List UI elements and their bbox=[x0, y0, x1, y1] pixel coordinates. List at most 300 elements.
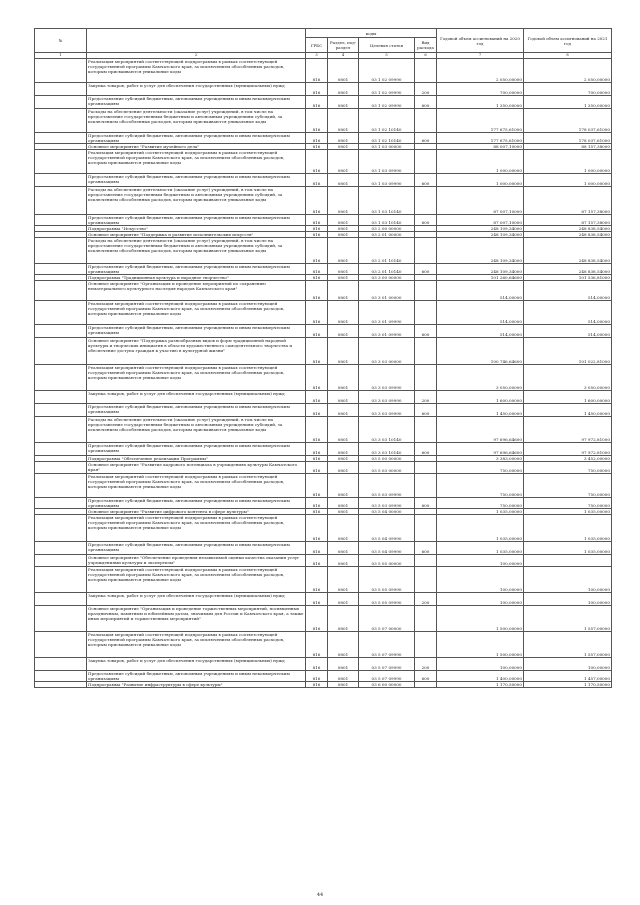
cell-num bbox=[35, 59, 87, 83]
cell-csr: 03 3 01 00000 bbox=[359, 281, 415, 301]
table-row bbox=[35, 682, 612, 688]
cell-razdel: 0801 bbox=[328, 109, 359, 133]
cell-grbs: 816 bbox=[306, 238, 328, 264]
cell-grbs: 816 bbox=[306, 404, 328, 417]
cell-sum-2021: 87 157,38000 bbox=[524, 187, 612, 215]
cell-csr: 03 5 07 09990 bbox=[359, 671, 415, 682]
cell-sum-2021: 514,00000 bbox=[524, 281, 612, 301]
cell-csr: 03 1 03 09990 bbox=[359, 150, 415, 174]
cell-vr bbox=[415, 150, 437, 174]
cell-sum-2020: 248 109,34000 bbox=[437, 232, 524, 238]
cell-csr: 03 1 02 09990 bbox=[359, 83, 415, 96]
cell-vr bbox=[415, 281, 437, 301]
table-row bbox=[35, 417, 612, 443]
cell-sum-2020: 1 500,00000 bbox=[437, 606, 524, 632]
cell-grbs: 816 bbox=[306, 462, 328, 474]
cell-name: Реализация мероприятий соответствующей подпрограммы в рамках соответствующей государственной программы Камчатского края, за исключением обособленных расходов, которым присваиваются уникальные коды bbox=[87, 474, 306, 498]
cell-razdel: 0801 bbox=[328, 404, 359, 417]
cell-num bbox=[35, 133, 87, 144]
cell-vr bbox=[415, 365, 437, 391]
cell-sum-2020: 1 450,00000 bbox=[437, 404, 524, 417]
table-row bbox=[35, 632, 612, 658]
header-csr: Целевая статья bbox=[359, 38, 415, 53]
cell-razdel: 0801 bbox=[328, 671, 359, 682]
cell-sum-2021: 1 350,00000 bbox=[524, 96, 612, 109]
cell-sum-2020: 87 007,10000 bbox=[437, 187, 524, 215]
cell-sum-2021: 2 050,00000 bbox=[524, 59, 612, 83]
cell-num bbox=[35, 515, 87, 542]
cell-csr: 03 5 07 09990 bbox=[359, 658, 415, 671]
table-row bbox=[35, 391, 612, 404]
cell-vr bbox=[415, 417, 437, 443]
cell-razdel: 0801 bbox=[328, 542, 359, 555]
cell-name: Расходы на обеспечение деятельности (оказание услуг) учреждений, в том числе на предоставление государственным бюджетным и автономным учреждениям субсидий, за исключением обособленных расходов, которым присваиваются уникальные коды bbox=[87, 187, 306, 215]
cell-razdel: 0801 bbox=[328, 555, 359, 567]
cell-name: Реализация мероприятий соответствующей подпрограммы в рамках соответствующей государственной программы Камчатского края, за исключением обособленных расходов, которым присваиваются уникальные коды bbox=[87, 515, 306, 542]
cell-sum-2021: 514,00000 bbox=[524, 325, 612, 338]
cell-grbs: 816 bbox=[306, 606, 328, 632]
cell-csr: 03 3 03 09990 bbox=[359, 365, 415, 391]
cell-sum-2021: 178 037,61000 bbox=[524, 133, 612, 144]
cell-csr: 03 2 01 10140 bbox=[359, 238, 415, 264]
table-body bbox=[35, 59, 612, 688]
cell-csr: 03 3 03 09990 bbox=[359, 404, 415, 417]
column-index: 7 bbox=[437, 53, 524, 59]
cell-name: Предоставление субсидий бюджетным, автономным учреждениям и иным некоммерческим организациям bbox=[87, 443, 306, 456]
cell-razdel: 0801 bbox=[328, 443, 359, 456]
cell-grbs: 816 bbox=[306, 682, 328, 688]
cell-grbs: 816 bbox=[306, 474, 328, 498]
cell-name: Предоставление субсидий бюджетным, автономным учреждениям и иным некоммерческим организациям bbox=[87, 264, 306, 275]
cell-grbs: 816 bbox=[306, 555, 328, 567]
cell-grbs: 816 bbox=[306, 567, 328, 593]
cell-csr: 03 1 02 09990 bbox=[359, 96, 415, 109]
cell-num bbox=[35, 264, 87, 275]
cell-name: Закупка товаров, работ и услуг для обеспечения государственных (муниципальных) нужд bbox=[87, 593, 306, 606]
cell-sum-2021: 178 037,61000 bbox=[524, 109, 612, 133]
cell-sum-2020: 750,00000 bbox=[437, 462, 524, 474]
cell-name: Подпрограмма "Развитие инфраструктуры в сфере культуры" bbox=[87, 682, 306, 688]
table-row bbox=[35, 443, 612, 456]
table-row bbox=[35, 404, 612, 417]
cell-sum-2020: 514,00000 bbox=[437, 281, 524, 301]
column-index: 3 bbox=[306, 53, 328, 59]
cell-vr bbox=[415, 682, 437, 688]
cell-sum-2020: 100,00000 bbox=[437, 658, 524, 671]
cell-sum-2020: 1 035,00000 bbox=[437, 515, 524, 542]
cell-name: Реализация мероприятий соответствующей подпрограммы в рамках соответствующей государственной программы Камчатского края, за исключением обособленных расходов, которым присваиваются уникальные коды bbox=[87, 365, 306, 391]
cell-razdel: 0801 bbox=[328, 133, 359, 144]
header-num: № bbox=[35, 29, 87, 53]
cell-sum-2020: 514,00000 bbox=[437, 301, 524, 325]
cell-razdel: 0801 bbox=[328, 456, 359, 462]
cell-name: Подпрограмма "Искусство" bbox=[87, 226, 306, 232]
cell-sum-2021: 101 022,81000 bbox=[524, 338, 612, 365]
cell-razdel: 0801 bbox=[328, 515, 359, 542]
cell-vr bbox=[415, 187, 437, 215]
cell-grbs: 816 bbox=[306, 325, 328, 338]
cell-grbs: 816 bbox=[306, 187, 328, 215]
cell-vr: 600 bbox=[415, 174, 437, 187]
cell-sum-2020: 100,00000 bbox=[437, 555, 524, 567]
cell-sum-2021: 1 000,00000 bbox=[524, 150, 612, 174]
table-row bbox=[35, 281, 612, 301]
cell-name: Основное мероприятие "Развитие кадрового потенциала в учреждениях культуры Камчатского края" bbox=[87, 462, 306, 474]
cell-name: Предоставление субсидий бюджетным, автономным учреждениям и иным некоммерческим организациям bbox=[87, 671, 306, 682]
cell-grbs: 816 bbox=[306, 365, 328, 391]
cell-num bbox=[35, 83, 87, 96]
cell-grbs: 816 bbox=[306, 150, 328, 174]
cell-sum-2021: 700,00000 bbox=[524, 83, 612, 96]
cell-csr: 03 1 02 10140 bbox=[359, 109, 415, 133]
cell-vr: 200 bbox=[415, 593, 437, 606]
cell-grbs: 816 bbox=[306, 174, 328, 187]
cell-grbs: 816 bbox=[306, 658, 328, 671]
cell-sum-2020: 1 600,00000 bbox=[437, 391, 524, 404]
cell-grbs: 816 bbox=[306, 59, 328, 83]
cell-csr: 03 1 03 00000 bbox=[359, 144, 415, 150]
cell-grbs: 816 bbox=[306, 593, 328, 606]
table-row bbox=[35, 365, 612, 391]
cell-sum-2020: 700,00000 bbox=[437, 83, 524, 96]
cell-num bbox=[35, 325, 87, 338]
cell-grbs: 816 bbox=[306, 215, 328, 226]
cell-name: Предоставление субсидий бюджетным, автономным учреждениям и иным некоммерческим организациям bbox=[87, 404, 306, 417]
cell-vr: 600 bbox=[415, 325, 437, 338]
cell-sum-2020: 3 383,00000 bbox=[437, 456, 524, 462]
cell-sum-2021: 101 536,81000 bbox=[524, 275, 612, 281]
cell-csr: 03 5 03 09990 bbox=[359, 474, 415, 498]
cell-razdel: 0801 bbox=[328, 215, 359, 226]
cell-sum-2021: 100,00000 bbox=[524, 658, 612, 671]
cell-vr: 200 bbox=[415, 391, 437, 404]
cell-razdel: 0801 bbox=[328, 301, 359, 325]
cell-sum-2020: 3 050,00000 bbox=[437, 365, 524, 391]
header-sum-2021: Годовой объем ассигнований на 2021 год bbox=[524, 29, 612, 53]
cell-sum-2021: 248 838,54000 bbox=[524, 226, 612, 232]
cell-num bbox=[35, 682, 87, 688]
cell-sum-2020: 2 050,00000 bbox=[437, 59, 524, 83]
cell-sum-2021: 3 452,00000 bbox=[524, 456, 612, 462]
cell-razdel: 0801 bbox=[328, 658, 359, 671]
cell-sum-2020: 97 696,64600 bbox=[437, 443, 524, 456]
table-row bbox=[35, 567, 612, 593]
cell-sum-2020: 100,00000 bbox=[437, 567, 524, 593]
cell-sum-2021: 1 000,00000 bbox=[524, 174, 612, 187]
cell-grbs: 816 bbox=[306, 338, 328, 365]
table-row bbox=[35, 462, 612, 474]
table-row bbox=[35, 515, 612, 542]
cell-razdel: 0801 bbox=[328, 275, 359, 281]
table-row bbox=[35, 658, 612, 671]
cell-vr: 200 bbox=[415, 658, 437, 671]
cell-name: Реализация мероприятий соответствующей подпрограммы в рамках соответствующей государственной программы Камчатского края, за исключением обособленных расходов, которым присваиваются уникальные коды bbox=[87, 632, 306, 658]
cell-num bbox=[35, 187, 87, 215]
table-row bbox=[35, 542, 612, 555]
cell-grbs: 816 bbox=[306, 443, 328, 456]
cell-csr: 03 3 03 00000 bbox=[359, 338, 415, 365]
cell-csr: 03 3 01 09990 bbox=[359, 325, 415, 338]
header-vr: Вид расхода bbox=[415, 38, 437, 53]
header-grbs: ГРБС bbox=[306, 38, 328, 53]
cell-csr: 03 5 05 00000 bbox=[359, 555, 415, 567]
cell-csr: 03 1 02 09990 bbox=[359, 59, 415, 83]
cell-sum-2020: 101 260,64600 bbox=[437, 275, 524, 281]
cell-name: Основное мероприятие "Поддержка и развитие исполнительских искусств" bbox=[87, 232, 306, 238]
cell-vr bbox=[415, 59, 437, 83]
cell-vr bbox=[415, 109, 437, 133]
cell-grbs: 816 bbox=[306, 498, 328, 509]
cell-num bbox=[35, 96, 87, 109]
column-index: 8 bbox=[524, 53, 612, 59]
table-row bbox=[35, 301, 612, 325]
cell-csr: 03 3 03 10140 bbox=[359, 417, 415, 443]
cell-csr: 03 3 00 00000 bbox=[359, 275, 415, 281]
table-row bbox=[35, 555, 612, 567]
cell-name: Основное мероприятие "Развитие цифрового контента в сфере культуры" bbox=[87, 509, 306, 515]
cell-name: Основное мероприятие "Организация и проведение торжественных мероприятий, посвященных праздничным, памятным и юбилейным датам, значимым для России и Камчатского края, а также иных мероприятий и торжественных мероприятий" bbox=[87, 606, 306, 632]
cell-grbs: 816 bbox=[306, 417, 328, 443]
cell-vr bbox=[415, 338, 437, 365]
cell-num bbox=[35, 365, 87, 391]
cell-csr: 03 5 00 00000 bbox=[359, 456, 415, 462]
cell-name: Расходы на обеспечение деятельности (оказание услуг) учреждений, в том числе на предоставление государственным бюджетным и автономным учреждениям субсидий, за исключением обособленных расходов, которым присваиваются уникальные коды bbox=[87, 238, 306, 264]
cell-sum-2020: 248 109,34000 bbox=[437, 264, 524, 275]
cell-num bbox=[35, 281, 87, 301]
cell-csr: 03 5 05 09990 bbox=[359, 567, 415, 593]
cell-vr bbox=[415, 238, 437, 264]
cell-csr: 03 3 03 10140 bbox=[359, 443, 415, 456]
cell-vr: 600 bbox=[415, 404, 437, 417]
cell-csr: 03 1 03 10140 bbox=[359, 215, 415, 226]
cell-name: Основное мероприятие "Развитие музейного дела" bbox=[87, 144, 306, 150]
cell-razdel: 0801 bbox=[328, 462, 359, 474]
cell-sum-2020: 1 170,50000 bbox=[437, 682, 524, 688]
cell-vr: 600 bbox=[415, 671, 437, 682]
header-razdel: Раздел, под-раздел bbox=[328, 38, 359, 53]
cell-sum-2021: 100,00000 bbox=[524, 593, 612, 606]
cell-vr bbox=[415, 632, 437, 658]
table-row bbox=[35, 338, 612, 365]
cell-razdel: 0801 bbox=[328, 232, 359, 238]
cell-grbs: 816 bbox=[306, 232, 328, 238]
column-index: 1 bbox=[35, 53, 87, 59]
cell-razdel: 0801 bbox=[328, 632, 359, 658]
cell-razdel: 0801 bbox=[328, 474, 359, 498]
cell-sum-2021: 750,00000 bbox=[524, 462, 612, 474]
cell-vr: 600 bbox=[415, 542, 437, 555]
cell-grbs: 816 bbox=[306, 96, 328, 109]
cell-name: Реализация мероприятий соответствующей подпрограммы в рамках соответствующей государственной программы Камчатского края, за исключением обособленных расходов, которым присваиваются уникальные коды bbox=[87, 150, 306, 174]
cell-razdel: 0801 bbox=[328, 606, 359, 632]
cell-name: Реализация мероприятий соответствующей подпрограммы в рамках соответствующей государственной программы Камчатского края, за исключением обособленных расходов, которым присваиваются уникальные коды bbox=[87, 567, 306, 593]
cell-csr: 03 2 01 10140 bbox=[359, 264, 415, 275]
cell-vr: 600 bbox=[415, 264, 437, 275]
cell-num bbox=[35, 443, 87, 456]
cell-name: Расходы на обеспечение деятельности (оказание услуг) учреждений, в том числе на предоставление государственным бюджетным и автономным учреждениям субсидий, за исключением обособленных расходов, которым присваиваются уникальные коды bbox=[87, 417, 306, 443]
cell-grbs: 816 bbox=[306, 301, 328, 325]
table-row bbox=[35, 498, 612, 509]
cell-razdel: 0801 bbox=[328, 59, 359, 83]
cell-num bbox=[35, 174, 87, 187]
cell-sum-2021: 1 035,00000 bbox=[524, 509, 612, 515]
cell-grbs: 816 bbox=[306, 391, 328, 404]
table-row bbox=[35, 83, 612, 96]
cell-razdel: 0801 bbox=[328, 509, 359, 515]
cell-name: Предоставление субсидий бюджетным, автономным учреждениям и иным некоммерческим организациям bbox=[87, 215, 306, 226]
cell-razdel: 0801 bbox=[328, 144, 359, 150]
cell-csr: 03 5 04 09990 bbox=[359, 515, 415, 542]
cell-num bbox=[35, 404, 87, 417]
cell-vr bbox=[415, 606, 437, 632]
column-index: 5 bbox=[359, 53, 415, 59]
cell-csr: 03 5 04 00000 bbox=[359, 509, 415, 515]
cell-grbs: 816 bbox=[306, 275, 328, 281]
cell-razdel: 0801 bbox=[328, 150, 359, 174]
header-name bbox=[87, 29, 306, 53]
cell-name: Расходы на обеспечение деятельности (оказание услуг) учреждений, в том числе на предоставление государственным бюджетным и автономным учреждениям субсидий, за исключением обособленных расходов, которым присваиваются уникальные коды bbox=[87, 109, 306, 133]
cell-sum-2020: 1 400,00000 bbox=[437, 671, 524, 682]
cell-sum-2021: 1 450,00000 bbox=[524, 404, 612, 417]
cell-sum-2021: 514,00000 bbox=[524, 301, 612, 325]
cell-num bbox=[35, 109, 87, 133]
cell-name: Основное мероприятие "Поддержка разнообразных видов и форм традиционной народной культуры и творческих инициатив в области художественного самодеятельного творчества и обеспечение доступа граждан к участию в культурной жизни" bbox=[87, 338, 306, 365]
cell-name: Закупка товаров, работ и услуг для обеспечения государственных (муниципальных) нужд bbox=[87, 391, 306, 404]
cell-num bbox=[35, 671, 87, 682]
cell-csr: 03 6 00 00000 bbox=[359, 682, 415, 688]
table-row bbox=[35, 474, 612, 498]
cell-razdel: 0801 bbox=[328, 264, 359, 275]
cell-name: Реализация мероприятий соответствующей подпрограммы в рамках соответствующей государственной программы Камчатского края, за исключением обособленных расходов, которым присваиваются уникальные коды bbox=[87, 59, 306, 83]
cell-sum-2020: 750,00000 bbox=[437, 498, 524, 509]
cell-sum-2020: 1 000,00000 bbox=[437, 174, 524, 187]
cell-num bbox=[35, 417, 87, 443]
cell-grbs: 816 bbox=[306, 632, 328, 658]
cell-vr bbox=[415, 301, 437, 325]
table-row bbox=[35, 264, 612, 275]
cell-name: Предоставление субсидий бюджетным, автономным учреждениям и иным некоммерческим организациям bbox=[87, 96, 306, 109]
table-row bbox=[35, 671, 612, 682]
cell-grbs: 816 bbox=[306, 671, 328, 682]
cell-num bbox=[35, 391, 87, 404]
cell-num bbox=[35, 498, 87, 509]
cell-csr: 03 3 03 09990 bbox=[359, 391, 415, 404]
cell-sum-2021: 750,00000 bbox=[524, 474, 612, 498]
cell-name: Основное мероприятие "Организация и проведение мероприятий по сохранению нематериального культурного наследия народов Камчатского края" bbox=[87, 281, 306, 301]
cell-grbs: 816 bbox=[306, 542, 328, 555]
cell-sum-2021: 248 838,54000 bbox=[524, 238, 612, 264]
cell-name: Предоставление субсидий бюджетным, автономным учреждениям и иным некоммерческим организациям bbox=[87, 325, 306, 338]
cell-sum-2020: 87 007,10000 bbox=[437, 215, 524, 226]
cell-sum-2020: 1 035,00000 bbox=[437, 542, 524, 555]
cell-sum-2020: 1 000,00000 bbox=[437, 150, 524, 174]
table-row bbox=[35, 109, 612, 133]
cell-csr: 03 5 07 09990 bbox=[359, 632, 415, 658]
cell-sum-2021: 88 157,38000 bbox=[524, 144, 612, 150]
cell-name: Подпрограмма "Обеспечение реализации Программы" bbox=[87, 456, 306, 462]
cell-sum-2020: 248 109,34000 bbox=[437, 226, 524, 232]
cell-sum-2021: 100,00000 bbox=[524, 567, 612, 593]
cell-vr bbox=[415, 474, 437, 498]
cell-razdel: 0801 bbox=[328, 226, 359, 232]
cell-num bbox=[35, 567, 87, 593]
cell-sum-2021: 1 557,00000 bbox=[524, 606, 612, 632]
table-row bbox=[35, 96, 612, 109]
cell-sum-2021: 248 838,54000 bbox=[524, 232, 612, 238]
cell-num bbox=[35, 542, 87, 555]
cell-razdel: 0801 bbox=[328, 365, 359, 391]
table-row bbox=[35, 150, 612, 174]
cell-vr bbox=[415, 462, 437, 474]
table-row bbox=[35, 215, 612, 226]
cell-razdel: 0801 bbox=[328, 593, 359, 606]
cell-csr: 03 5 03 09990 bbox=[359, 498, 415, 509]
cell-num bbox=[35, 632, 87, 658]
cell-razdel: 0801 bbox=[328, 498, 359, 509]
cell-sum-2020: 1 500,00000 bbox=[437, 632, 524, 658]
column-index: 2 bbox=[87, 53, 306, 59]
cell-num bbox=[35, 658, 87, 671]
cell-vr: 200 bbox=[415, 83, 437, 96]
cell-num bbox=[35, 338, 87, 365]
cell-vr: 600 bbox=[415, 443, 437, 456]
cell-sum-2021: 1 557,00000 bbox=[524, 632, 612, 658]
cell-num bbox=[35, 238, 87, 264]
cell-name: Предоставление субсидий бюджетным, автономным учреждениям и иным некоммерческим организациям bbox=[87, 498, 306, 509]
cell-sum-2020: 97 696,64600 bbox=[437, 417, 524, 443]
cell-name: Основное мероприятие "Обеспечение проведения независимой оценки качества оказания услуг учреждениями культуры и экспертизы" bbox=[87, 555, 306, 567]
cell-razdel: 0801 bbox=[328, 187, 359, 215]
cell-sum-2021: 1 457,00000 bbox=[524, 671, 612, 682]
budget-table bbox=[34, 28, 612, 688]
cell-num bbox=[35, 555, 87, 567]
cell-sum-2020: 1 035,00000 bbox=[437, 509, 524, 515]
cell-sum-2021: 750,00000 bbox=[524, 498, 612, 509]
cell-sum-2020: 100 746,64600 bbox=[437, 338, 524, 365]
cell-razdel: 0801 bbox=[328, 83, 359, 96]
cell-sum-2021 bbox=[524, 555, 612, 567]
cell-vr: 600 bbox=[415, 498, 437, 509]
cell-vr: 600 bbox=[415, 215, 437, 226]
cell-name: Подпрограмма "Традиционная культура и народное творчество" bbox=[87, 275, 306, 281]
table-row bbox=[35, 174, 612, 187]
cell-csr: 03 3 01 09990 bbox=[359, 301, 415, 325]
cell-name: Закупка товаров, работ и услуг для обеспечения государственных (муниципальных) нужд bbox=[87, 658, 306, 671]
cell-vr bbox=[415, 555, 437, 567]
table-row bbox=[35, 133, 612, 144]
cell-sum-2021: 1 170,50000 bbox=[524, 682, 612, 688]
cell-grbs: 816 bbox=[306, 264, 328, 275]
cell-num bbox=[35, 215, 87, 226]
cell-csr: 03 1 03 10140 bbox=[359, 187, 415, 215]
header-codes-group: коды bbox=[306, 29, 437, 38]
table-row bbox=[35, 187, 612, 215]
cell-sum-2021: 97 972,81000 bbox=[524, 443, 612, 456]
cell-csr: 03 1 03 09990 bbox=[359, 174, 415, 187]
cell-sum-2021: 87 157,38000 bbox=[524, 215, 612, 226]
cell-csr: 03 5 05 09990 bbox=[359, 593, 415, 606]
budget-page bbox=[34, 28, 611, 688]
cell-sum-2021: 1 035,00000 bbox=[524, 542, 612, 555]
cell-csr: 03 1 02 10140 bbox=[359, 133, 415, 144]
table-row bbox=[35, 325, 612, 338]
cell-razdel: 0801 bbox=[328, 682, 359, 688]
column-index: 6 bbox=[415, 53, 437, 59]
cell-sum-2020: 1 350,00000 bbox=[437, 96, 524, 109]
cell-sum-2021: 1 600,00000 bbox=[524, 391, 612, 404]
cell-grbs: 816 bbox=[306, 133, 328, 144]
cell-sum-2020: 750,00000 bbox=[437, 474, 524, 498]
